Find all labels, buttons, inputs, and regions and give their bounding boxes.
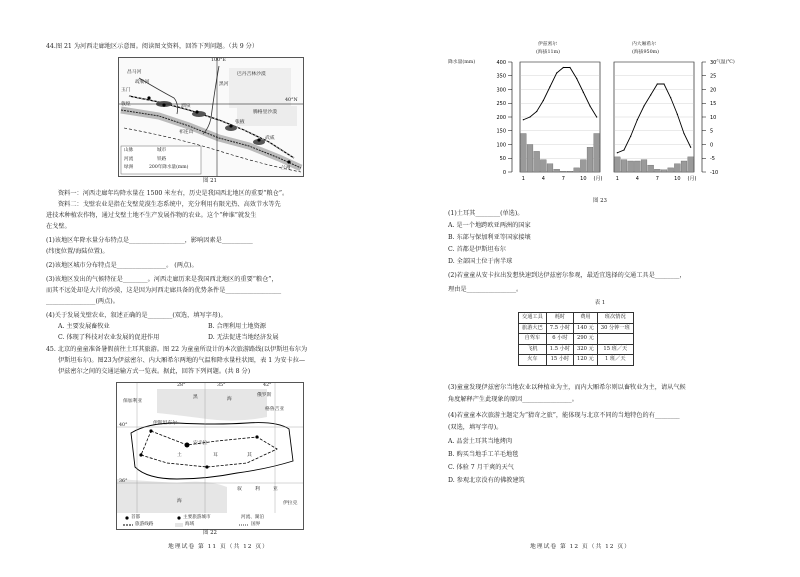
temp-point [677,114,678,115]
precip-bar [560,171,566,172]
q45-1-option: B. 东部与保加利亚等国家接壤 [448,234,531,241]
y-tick-label-left: 300 [496,87,506,94]
table-cell: 290 元 [574,334,598,345]
fig22-place: 安卡拉 [193,441,208,446]
y-tick-label-left: 350 [496,73,506,80]
fig21-place: 祁连山 [179,130,194,135]
precip-bar [628,161,634,172]
fig22-place: 格鲁吉亚 [265,407,285,412]
y-tick-label-right: -5 [710,156,715,163]
table-cell: 1 班／天 [597,355,633,366]
q44-option: B. 合理利用土地资源 [208,323,266,330]
q45-3b: 角度解释产生此现象的原因________________。 [448,396,578,403]
temp-point [683,133,684,134]
q45-intro: 伊斯坦布尔)。图23为伊兹密尔、内大厢希尔两地的气温和降水量柱状图，表 1 为安卡拉— [58,357,306,364]
fig22-lat-label: 40° [119,423,128,428]
temp-point [670,97,671,98]
table-header: 交通工具 [519,313,547,324]
q44-3: (3)该地区发出的气候特征是________。河西走廊历来是我国西北地区的重要“粮仓”， [46,276,278,283]
temp-point [690,147,691,148]
y-tick-label-left: 100 [496,142,506,149]
precip-bar [580,160,586,172]
y-tick-label-left: 200 [496,114,506,121]
chart-subtitle: (海拔950m) [632,50,660,55]
q45-4b: (双选，填写字母)。 [448,424,503,431]
table-cell: 6 小时 [546,334,573,345]
q45-1-option: C. 首都是伊斯坦布尔 [448,246,506,253]
fig23-svg [448,42,754,192]
fig21-place: 疏勒河 [135,80,150,85]
q44-2: (2)该地区城市分布特点是________________。 (两点)。 [46,262,198,269]
precip-bar [634,161,640,172]
fig21-lat-label: 40°N [285,98,298,103]
q45-4-option: A. 品尝土耳其当地烤肉 [448,438,513,445]
x-tick-label: 10 [580,176,587,182]
table1-title: 表 1 [594,300,606,306]
table-cell: 自驾车 [519,334,547,345]
table-row [519,334,634,345]
q45-1: (1)土耳其________(单选)。 [448,210,524,217]
fig22-place: 伊斯坦布尔 [153,421,177,426]
fig22-place: 叙 [237,487,242,492]
temp-point [569,67,570,68]
fig21-place: 酒泉 [181,104,191,109]
temp-point [643,105,644,106]
y-tick-label-right: 25 [710,73,717,80]
temp-point [596,116,597,117]
table-cell: 320 元 [574,344,598,355]
table-cell: 120 元 [574,355,598,366]
fig22-lon-label: 28° [177,383,186,388]
q45-4-option: C. 体验 7 月干爽的天气 [448,464,514,471]
precip-bar [681,161,687,172]
temp-point [543,100,544,101]
fig21-caption: 图 21 [203,178,217,184]
fig22-legend-item: 首都 [131,515,141,520]
fig22-legend-item: 旅游线路 [135,522,154,527]
table-cell [597,334,633,345]
table-header: 费用 [574,313,598,324]
y-tick-label-right: 10 [710,114,717,121]
y-tick-label-right: 30 [710,59,717,66]
y-tick-label-left: 250 [496,101,506,108]
table-cell: 旅游大巴 [519,323,547,334]
fig21-place: 敦煌 [121,102,131,107]
fig21-lon-label: 100°E [211,58,227,63]
fig21-place: 玉门 [121,88,131,93]
fig21-legend-item: 绿洲 [124,165,134,170]
fig21-legend-item: 城市 [157,148,167,153]
fig22-place: 亚 [273,487,278,492]
y-axis-label-right: 气温(℃) [716,60,735,65]
q45-3: (3)童童发现伊兹密尔当地农业以种植业为主，而内大厢希尔则以畜牧业为主，请从气候 [448,384,686,391]
material2: 在戈壁。 [46,223,71,230]
precip-bar [648,165,654,172]
fig22-place: 俄罗斯 [257,393,272,398]
fig21-svg [119,58,303,176]
precip-bar [614,157,620,172]
y-axis-label-left: 降水量(mm) [448,60,476,65]
temp-point [623,149,624,150]
fig22-lon-label: 35° [217,383,226,388]
fig21-legend-item: 河流 [124,157,134,162]
fig22-legend-item: 国界 [251,522,261,527]
right-page [400,0,800,577]
temp-point [549,86,550,87]
precip-bar [661,170,667,172]
temp-point [523,119,524,120]
precip-bar [668,168,674,172]
fig23-climate-chart [448,42,754,192]
temp-point [576,78,577,79]
precip-bar [688,157,694,172]
fig22-place: 利 [255,487,260,492]
table-header: 耗时 [546,313,573,324]
q44-1: (1)该地区年降水量分布特点是__________________，影响因素是__________ [46,237,253,244]
q44-3b: 而其不远处却是大片的沙漠，这是因为河西走廊具备的优势条件是__________________ [46,287,282,294]
x-tick-label: 4 [541,176,545,182]
left-footer: 地理试卷 第 11 页（共 12 页） [168,544,269,550]
fig21-place: 腾格里沙漠 [253,110,277,115]
material2: 进技术种植农作物，通过戈壁土地不生产发展作物的农业。这个“种谁”就发生 [46,212,257,219]
precip-bar [547,164,553,172]
fig22-svg [117,383,303,529]
q45-4-option: D. 参观北京没有的佛教建筑 [448,477,525,484]
temp-point [583,92,584,93]
fig21-place: 张掖 [235,120,245,125]
material2: 资料二：戈壁农业是指在戈壁荒漠生态系统中，充分利用有限光热、高效节水等先 [58,201,281,208]
table-header: 班次情况 [597,313,633,324]
q44-option: C. 体现了科技对农业发展的促进作用 [58,334,160,341]
y-tick-label-left: 50 [499,156,506,163]
precip-bar [587,147,593,172]
temp-point [529,116,530,117]
temp-point [617,152,618,153]
y-tick-label-right: -10 [710,169,719,176]
table-cell: 火车 [519,355,547,366]
y-tick-label-right: 5 [710,128,714,135]
x-tick-label: 4 [635,176,639,182]
q45-intro: 伊兹密尔之间的交通运输方式一览表。据此，回答下列问题。(共 8 分) [58,368,251,375]
fig21-place: 昌马河 [127,70,142,75]
y-tick-label-left: 400 [496,59,506,66]
q44-3c: ________________(两点)。 [46,298,119,305]
y-tick-label-right: 0 [710,142,714,149]
temp-point [637,119,638,120]
precip-bar [594,134,600,173]
precip-bar [540,160,546,172]
right-footer: 地理试卷 第 12 页（共 12 页） [530,544,631,550]
q45-2b: 理由是________________。 [448,286,523,293]
fig22-legend-item: 海域 [185,522,195,527]
fig22-legend-item: 河流、湖泊 [241,515,264,520]
y-tick-label-left: 0 [502,169,506,176]
precip-bar [554,169,560,172]
temp-point [663,83,664,84]
fig22-place: 其 [247,453,252,458]
temp-line [523,68,596,120]
fig22-place: 海 [227,397,232,402]
fig21-legend-item: 200年降水量(mm) [149,165,189,170]
precip-bar [674,164,680,172]
fig21-map [118,57,304,177]
q45-4-option: B. 购买当地手工羊毛地毯 [448,451,519,458]
table-cell: 140 元 [574,323,598,334]
y-tick-label-right: 20 [710,87,717,94]
fig22-map [116,382,304,530]
temp-point [650,94,651,95]
q44-1b: (纬度位置/海陆位置)。 [46,248,109,255]
temp-point [536,111,537,112]
q44-option: A. 主要发展畜牧业 [58,323,110,330]
fig22-place: 耳 [213,453,218,458]
fig21-legend-item: 铁路 [157,157,167,162]
precip-bar [621,160,627,172]
q44-option: D. 无法促进当地经济发展 [208,334,279,341]
chart-subtitle: (海拔11m) [536,50,560,55]
material1: 资料一：河西走廊年均降水量在 1500 米左右，历史是我国西北地区的重要“粮仓”。 [58,190,289,197]
fig22-lon-label: 42° [263,383,272,388]
fig22-place: 土 [177,453,182,458]
precip-bar [641,160,647,172]
fig22-caption: 图 22 [203,530,217,536]
table-row [519,355,634,366]
fig22-place: 黑 [193,395,198,400]
table-row [519,344,634,355]
temp-line [617,84,690,153]
q45-1-option: A. 是一个地跨欧亚两洲的国家 [448,222,531,229]
fig22-lat-label: 36° [119,479,128,484]
fig21-place: 兰州 [281,166,291,171]
x-tick-label: 1 [615,176,619,182]
temp-point [589,105,590,106]
fig22-place: 海 [177,499,182,504]
y-tick-label-left: 150 [496,128,506,135]
table-cell: 30 分钟一班 [597,323,633,334]
table-cell: 7.5 小时 [546,323,573,334]
temp-point [657,83,658,84]
fig21-place: 黑河 [219,82,229,87]
precip-bar [520,134,526,173]
table-cell: 15 小时 [546,355,573,366]
table-header-row [519,313,634,324]
table-cell: 15 班／天 [597,344,633,355]
precip-bar [574,168,580,172]
y-tick-label-right: 15 [710,101,717,108]
x-tick-label: 7 [561,176,565,182]
precip-bar [534,151,540,172]
q45-2: (2)若童童从安卡拉出发想快速到达伊兹密尔参观，最适宜选择的交通工具是________， [448,272,686,279]
q45-1-option: D. 全部国土位于南半球 [448,258,513,265]
q44-intro: 44.图 21 为河西走廊地区示意图。阅读图文资料，回答下列问题。（共 9 分） [46,43,259,50]
fig22-place: 保加利亚 [123,399,143,404]
x-tick-label: 7 [655,176,659,182]
table1 [518,312,634,366]
chart-title: 伊兹密尔 [538,42,558,47]
table-row [519,323,634,334]
precip-bar [654,169,660,172]
fig21-legend-item: 山脉 [124,148,134,153]
temp-point [556,72,557,73]
temp-point [563,67,564,68]
precip-bar [527,145,533,173]
fig22-legend-item: 主要旅游城市 [183,515,211,520]
x-unit-label: (月) [687,176,697,182]
precip-bar [567,171,573,172]
fig23-caption: 图 23 [593,198,607,204]
table-cell: 1.5 小时 [546,344,573,355]
fig21-place: 巴丹吉林沙漠 [237,72,266,77]
chart-title: 内大厢希尔 [632,42,656,47]
fig22-place: 伊拉克 [283,501,298,506]
x-tick-label: 1 [521,176,525,182]
temp-point [630,136,631,137]
q45-4: (4)若童童本次旅游主题定为“猜奇之旅”，能体现与北京不同的当地特色的有________ [448,412,680,419]
fig21-place: 武威 [265,136,275,141]
q44-4: (4)关于发展戈壁农业，叙述正确的是________(双选，填写字母)。 [46,312,227,319]
q45-intro: 45. 北京的童童准备暑假前往土耳其旅游。图 22 为童童所设计的本次旅游路线(以伊斯坦布尔为 [46,346,308,353]
table-cell: 飞机 [519,344,547,355]
x-unit-label: (月) [593,176,603,182]
x-tick-label: 10 [674,176,681,182]
